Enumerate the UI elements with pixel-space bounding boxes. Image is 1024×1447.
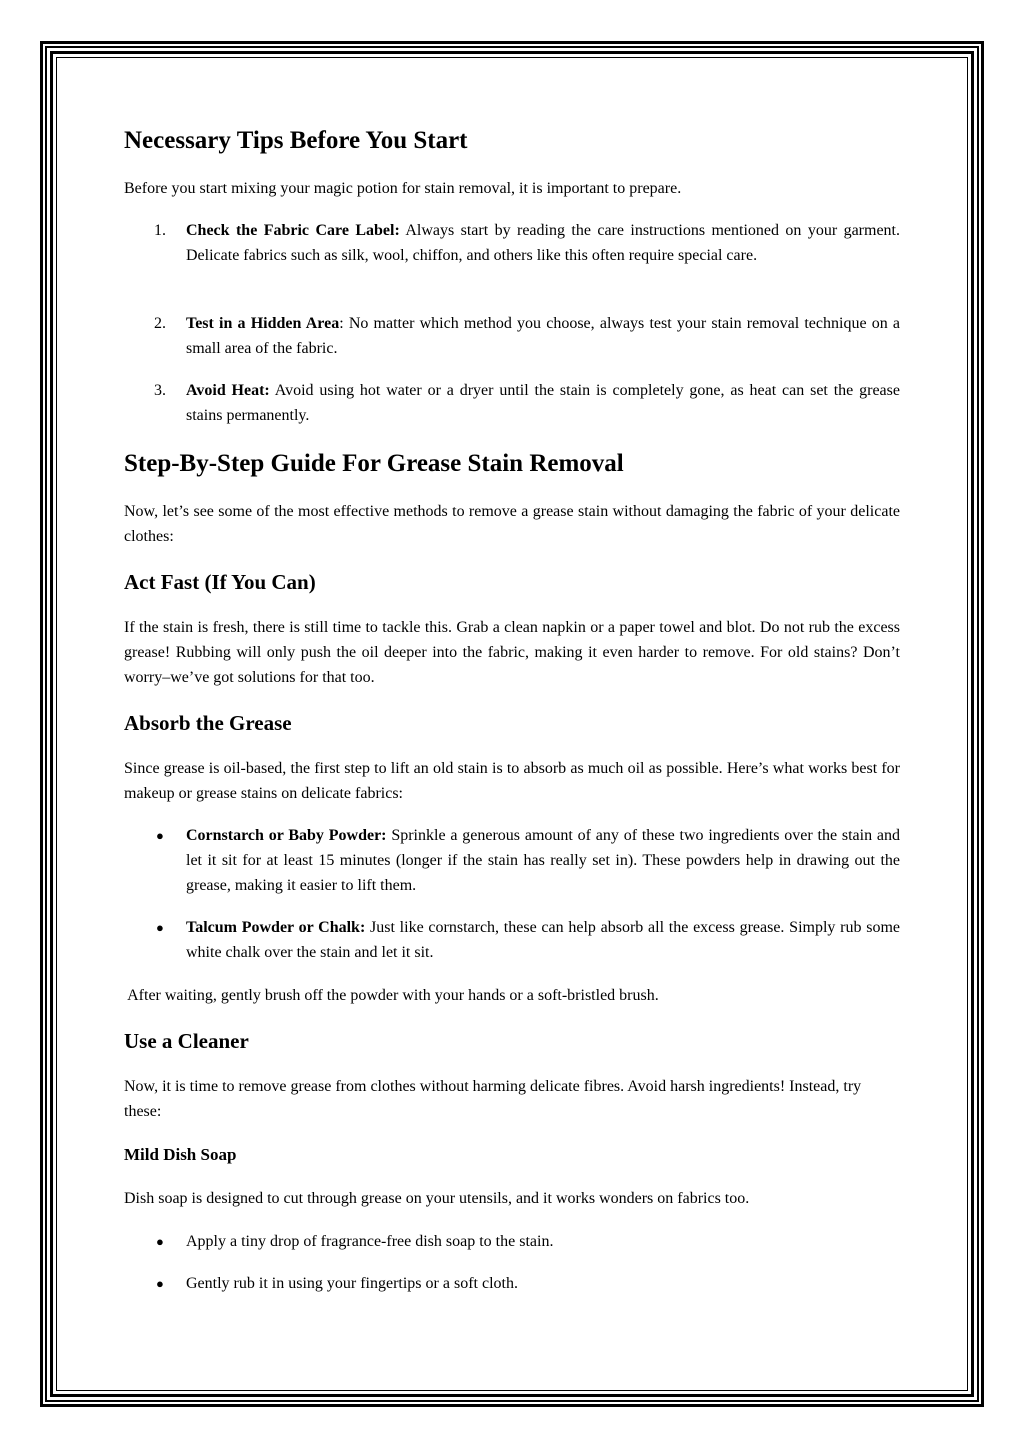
list-item: Apply a tiny drop of fragrance-free dish soap to the stain. xyxy=(186,1233,554,1250)
item-text: : No matter which method you choose, always test your stain removal technique on a small area of the fabric. xyxy=(186,315,900,357)
act-fast-text: If the stain is fresh, there is still time to tackle this. Grab a clean napkin or a paper towel and blot. Do not rub the excess grease! Rubbing will only push the oil deeper into the fabric, making it even harder to remove. For old stains? Don’t worry–we’ve got solutions for that too. xyxy=(124,619,900,686)
absorb-after: After waiting, gently brush off the powder with your hands or a soft-bristled brush. xyxy=(124,987,659,1004)
list-item xyxy=(186,378,900,428)
dish-soap-intro: Dish soap is designed to cut through grease on your utensils, and it works wonders on fabrics too. xyxy=(124,1190,750,1207)
cleaner-heading: Use a Cleaner xyxy=(124,1029,249,1053)
item-text: Avoid using hot water or a dryer until the stain is completely gone, as heat can set the grease stains permanently. xyxy=(186,382,900,424)
list-item xyxy=(186,218,900,268)
item-label: Cornstarch or Baby Powder: xyxy=(186,827,387,844)
absorb-intro: Since grease is oil-based, the first step to lift an old stain is to absorb as much oil as possible. Here’s what works best for makeup or grease stains on delicate fabrics: xyxy=(124,760,900,802)
item-label: Test in a Hidden Area xyxy=(186,315,340,332)
list-marker: 1. xyxy=(154,222,166,239)
list-item xyxy=(186,915,900,965)
item-label: Check the Fabric Care Label: xyxy=(186,222,400,239)
guide-heading: Step-By-Step Guide For Grease Stain Removal xyxy=(124,450,624,477)
item-label: Talcum Powder or Chalk: xyxy=(186,919,366,936)
dish-soap-heading: Mild Dish Soap xyxy=(124,1145,237,1164)
bullet-icon: ● xyxy=(156,828,164,843)
cleaner-intro: Now, it is time to remove grease from clothes without harming delicate fibres. Avoid harsh ingredients! Instead, try these: xyxy=(124,1078,862,1120)
item-label: Avoid Heat: xyxy=(186,382,270,399)
bullet-icon: ● xyxy=(156,1276,164,1291)
list-item xyxy=(186,823,900,898)
guide-intro: Now, let’s see some of the most effective methods to remove a grease stain without damaging the fabric of your delicate clothes: xyxy=(124,503,900,545)
item-text: Just like cornstarch, these can help absorb all the excess grease. Simply rub some white chalk over the stain and let it sit. xyxy=(186,919,901,961)
list-item: Gently rub it in using your fingertips or a soft cloth. xyxy=(186,1275,518,1292)
item-text: Sprinkle a generous amount of any of these two ingredients over the stain and let it sit for at least 15 minutes (longer if the stain has really set in). These powders help in drawing out the grease, making it easier to lift them. xyxy=(186,827,901,894)
absorb-heading: Absorb the Grease xyxy=(124,711,292,735)
list-marker: 3. xyxy=(154,382,166,399)
tips-intro: Before you start mixing your magic potion for stain removal, it is important to prepare. xyxy=(124,180,682,197)
list-item xyxy=(186,311,900,361)
bullet-icon: ● xyxy=(156,920,164,935)
tips-heading: Necessary Tips Before You Start xyxy=(124,127,468,154)
item-text: Always start by reading the care instructions mentioned on your garment. Delicate fabrics such as silk, wool, chiffon, and others like this often require special care. xyxy=(186,222,900,264)
list-marker: 2. xyxy=(154,315,166,332)
act-fast-heading: Act Fast (If You Can) xyxy=(124,570,316,594)
bullet-icon: ● xyxy=(156,1234,164,1249)
